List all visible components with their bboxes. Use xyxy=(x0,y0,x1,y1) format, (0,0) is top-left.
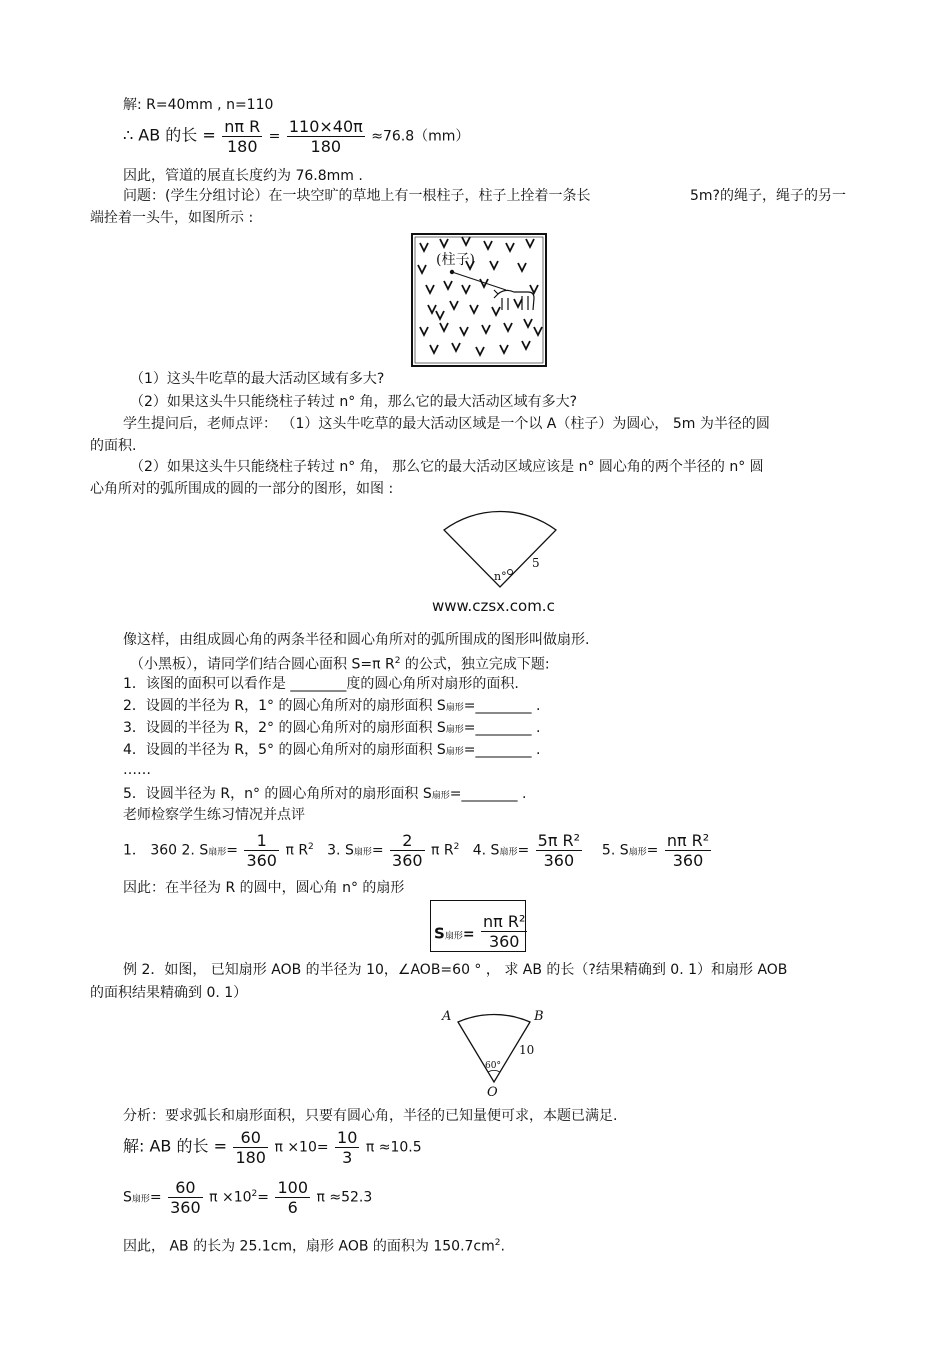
fraction-denominator: 180 xyxy=(226,137,258,156)
review-line-4: 心角所对的弧所围成的圆的一部分的图形，如图 : xyxy=(90,481,394,497)
sector-angle-label: n° xyxy=(494,570,507,583)
final-answer xyxy=(123,1234,505,1256)
arc-length-formula xyxy=(123,117,469,156)
blackboard-intro xyxy=(130,652,550,674)
superscript: 2 xyxy=(308,841,314,852)
answer-blank: =________ . xyxy=(463,720,541,736)
review-line-1: 学生提问后，老师点评： （1）这头牛吃草的最大活动区域是一个以 A（柱子）为圆心， 5m 为半径的圆 xyxy=(123,416,770,432)
approx-value: ≈76.8（mm） xyxy=(371,128,470,145)
fraction-numerator: 60 xyxy=(233,1128,268,1148)
subscript: 扇形 xyxy=(628,847,647,858)
fraction xyxy=(275,1178,310,1217)
fraction xyxy=(233,1128,268,1167)
equals-sign: = xyxy=(226,842,238,859)
fraction-denominator: 180 xyxy=(310,137,342,156)
fraction xyxy=(390,831,425,870)
superscript: 2 xyxy=(453,841,460,852)
example-2-line-2: 的面积结果精确到 0. 1） xyxy=(90,985,248,1001)
sector-area-formula-box xyxy=(430,900,526,952)
final-period: . xyxy=(500,1238,505,1255)
fraction-denominator: 360 xyxy=(170,1198,201,1217)
angle-label: 60° xyxy=(485,1061,501,1071)
fraction xyxy=(536,831,582,870)
subscript: 扇形 xyxy=(445,703,464,713)
arc-length-calc xyxy=(123,1128,422,1167)
fraction-numerator: nπ R² xyxy=(483,912,526,931)
formula xyxy=(434,912,529,954)
fraction-denominator: 360 xyxy=(488,932,520,951)
label-o: O xyxy=(487,1085,498,1098)
fraction-denominator: 3 xyxy=(342,1148,353,1167)
fraction xyxy=(287,117,365,156)
fraction-numerator: 10 xyxy=(337,1128,358,1147)
answer-1-2: 1． 360 2. S xyxy=(123,842,209,859)
equals-sign: = xyxy=(149,1189,162,1206)
fraction xyxy=(481,912,527,951)
solution-given: 解: R=40mm , n=110 xyxy=(123,97,274,113)
exercise-text: 2．设圆的半径为 R，1° 的圆心角所对的扇形面积 S xyxy=(123,698,446,714)
formula-s: S xyxy=(434,924,445,943)
subscript: 扇形 xyxy=(499,847,518,858)
exercise-2 xyxy=(123,697,540,717)
blackboard-text: （小黑板），请同学们结合圆心面积 S=π R xyxy=(130,656,395,673)
subscript: 扇形 xyxy=(353,847,372,858)
superscript: 2 xyxy=(494,1238,501,1248)
fraction-numerator: nπ R² xyxy=(666,831,710,850)
fraction-denominator: 180 xyxy=(235,1148,266,1167)
blackboard-text-end: 的公式，独立完成下题: xyxy=(400,656,550,673)
exercise-text: 3．设圆的半径为 R，2° 的圆心角所对的扇形面积 S xyxy=(123,720,446,736)
answer-blank: =________ . xyxy=(463,698,541,714)
problem-line-2: 端拴着一头牛，如图所示 : xyxy=(90,210,254,226)
fraction-numerator: 110×40π xyxy=(288,117,363,136)
equals-sign: = xyxy=(646,842,659,859)
therefore-text: ∴ AB 的长 = xyxy=(123,125,216,145)
label-b: B xyxy=(534,1009,544,1024)
pasture-illustration xyxy=(410,232,548,368)
pi-times-10: π ×10= xyxy=(274,1139,329,1156)
answer-5: 5. S xyxy=(601,842,629,859)
teacher-review: 老师检察学生练习情况并点评 xyxy=(123,807,305,823)
fraction-denominator: 360 xyxy=(392,851,423,870)
exercise-1: 1．该图的面积可以看作是 ________度的圆心角所对扇形的面积. xyxy=(123,676,519,692)
fraction xyxy=(665,831,711,870)
problem-line-1a: 问题：(学生分组讨论）在一块空旷的草地上有一根柱子，柱子上拴着一条长 xyxy=(123,188,591,204)
fraction-denominator: 360 xyxy=(672,851,704,870)
fraction-numerator: 1 xyxy=(244,831,279,851)
analysis: 分析：要求弧长和扇形面积，只要有圆心角，半径的已知量便可求，本题已满足. xyxy=(123,1108,618,1124)
fraction xyxy=(244,831,279,870)
review-line-3: （2）如果这头牛只能绕柱子转过 n° 角， 那么它的最大活动区域应该是 n° 圆心角的两个半径的 n° 圆 xyxy=(130,459,764,475)
exercise-4 xyxy=(123,741,540,761)
equals-sign: = xyxy=(268,128,281,145)
solution-conclusion: 因此，管道的展直长度约为 76.8mm . xyxy=(123,168,363,184)
fraction-numerator: 60 xyxy=(168,1178,203,1198)
problem-line-1b: 5m?的绳子，绳子的另一 xyxy=(690,188,846,204)
pi-r: π R xyxy=(285,842,309,859)
arc-length-result: π ≈10.5 xyxy=(365,1139,422,1156)
exercise-5 xyxy=(123,785,526,805)
final-text: 因此， AB 的长为 25.1cm，扇形 AOB 的面积为 150.7cm xyxy=(123,1238,495,1255)
equals-sign: = xyxy=(257,1189,269,1206)
area-calc xyxy=(123,1178,372,1217)
pillar-label: (柱子) xyxy=(436,252,475,268)
review-line-2: 的面积. xyxy=(90,438,137,454)
area-result: π ≈52.3 xyxy=(316,1189,373,1206)
angle-mark xyxy=(508,570,513,575)
fraction-denominator: 360 xyxy=(543,851,575,870)
answer-4: 4. S xyxy=(472,842,500,859)
fraction-denominator: 360 xyxy=(246,851,277,870)
answer-3: 3. S xyxy=(327,842,354,859)
subscript: 扇形 xyxy=(431,791,450,801)
superscript: 2 xyxy=(394,656,401,666)
fraction-numerator: 100 xyxy=(277,1178,308,1197)
pi-r: π R xyxy=(431,842,454,859)
subscript: 扇形 xyxy=(131,1194,150,1205)
answer-blank: =________ . xyxy=(463,742,541,758)
ellipsis: …… xyxy=(123,762,151,778)
sector-definition: 像这样，由组成圆心角的两条半径和圆心角所对的弧所围成的图形叫做扇形. xyxy=(123,632,590,648)
exercise-3 xyxy=(123,719,540,739)
fraction-numerator: 5π R² xyxy=(537,831,581,850)
fraction xyxy=(222,117,262,156)
question-1: （1）这头牛吃草的最大活动区域有多大? xyxy=(130,371,385,387)
equals-sign: = xyxy=(517,842,530,859)
sector-radius-label: 5 xyxy=(532,556,540,570)
solution-label: 解: AB 的长 = xyxy=(123,1136,227,1156)
equals-sign: = xyxy=(462,926,475,943)
exercise-text: 4．设圆的半径为 R，5° 的圆心角所对的扇形面积 S xyxy=(123,742,446,758)
subscript: 扇形 xyxy=(208,847,227,858)
answers-conclusion: 因此：在半径为 R 的圆中，圆心角 n° 的扇形 xyxy=(123,880,405,896)
pi-times-10-squared: π ×10 xyxy=(209,1189,252,1206)
example-2-line-1: 例 2．如图， 已知扇形 AOB 的半径为 10，∠AOB=60 ° ， 求 AB 的长（?结果精确到 0. 1）和扇形 AOB xyxy=(123,962,788,978)
fraction-numerator: nπ R xyxy=(224,117,261,136)
fraction xyxy=(168,1178,203,1217)
answers-row xyxy=(123,831,713,870)
superscript: 2 xyxy=(251,1188,258,1199)
fraction-denominator: 6 xyxy=(287,1198,298,1217)
exercise-text: 5．设圆半径为 R，n° 的圆心角所对的扇形面积 S xyxy=(123,786,432,802)
label-a: A xyxy=(442,1009,452,1024)
fraction-numerator: 2 xyxy=(390,831,425,851)
pillar-dot xyxy=(450,270,454,274)
answer-blank: =________ . xyxy=(449,786,527,802)
radius-label: 10 xyxy=(519,1043,535,1057)
pasture-frame xyxy=(412,234,546,366)
subscript: 扇形 xyxy=(445,725,464,735)
subscript: 扇形 xyxy=(444,931,463,942)
watermark-url: www.czsx.com.c xyxy=(432,597,555,615)
area-s: S xyxy=(123,1189,132,1206)
question-2: （2）如果这头牛只能绕柱子转过 n° 角，那么它的最大活动区域有多大? xyxy=(130,394,578,410)
fraction xyxy=(335,1128,359,1167)
equals-sign: = xyxy=(371,842,384,859)
sector-figure-2 xyxy=(436,1002,556,1098)
subscript: 扇形 xyxy=(445,747,464,757)
